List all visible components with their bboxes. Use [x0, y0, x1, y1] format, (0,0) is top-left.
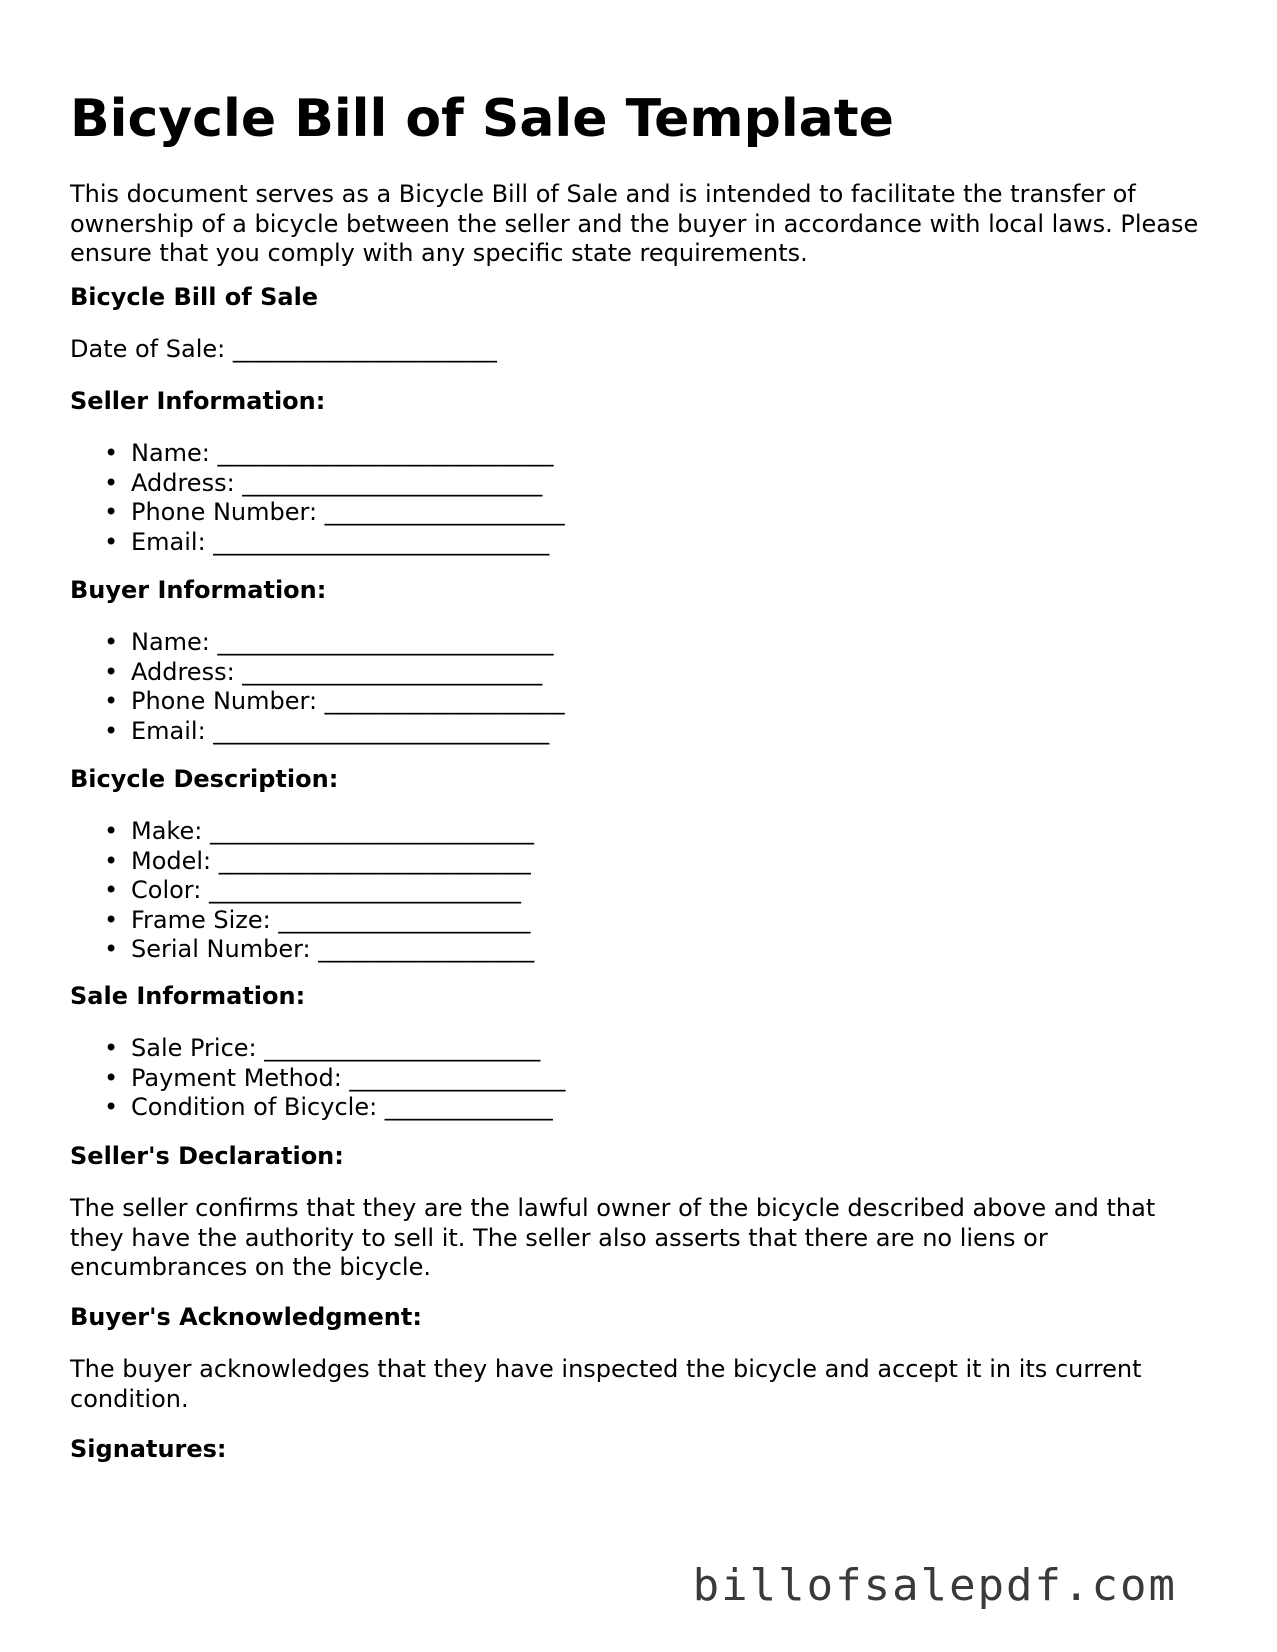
bullet-icon: •: [104, 657, 119, 686]
bullet-icon: •: [104, 905, 119, 934]
list-item: [104, 687, 565, 717]
section-heading-buyer-acknowledgment: Buyer's Acknowledgment:: [70, 1303, 422, 1331]
bullet-icon: •: [104, 1093, 119, 1121]
bullet-icon: •: [104, 439, 119, 467]
bullet-icon: •: [104, 846, 119, 875]
buyer-name-field: Name: ____________________________: [131, 628, 554, 656]
list-item: [104, 439, 565, 469]
bullet-icon: •: [104, 935, 119, 963]
intro-paragraph: This document serves as a Bicycle Bill of Sale and is intended to facilitate the transfer of ownership of a bicycle between the seller and the buyer in accordance with local laws. Please ensure that you comply with any specific state requirements.: [70, 180, 1199, 267]
buyer-address-field: Address: _________________________: [131, 657, 543, 686]
site-watermark: billofsalepdf.com: [692, 1560, 1177, 1611]
seller-phone-field: Phone Number: ____________________: [131, 498, 565, 526]
buyer-email-field: Email: ____________________________: [131, 716, 550, 745]
buyer-fields-list: [70, 628, 565, 746]
buyer-phone-field: Phone Number: ____________________: [131, 687, 565, 715]
section-heading-bill-of-sale: Bicycle Bill of Sale: [70, 283, 319, 311]
payment-method-field: Payment Method: __________________: [131, 1063, 566, 1092]
list-item: [104, 846, 534, 877]
bullet-icon: •: [104, 527, 119, 556]
bicycle-frame-size-field: Frame Size: _____________________: [131, 905, 531, 934]
seller-fields-list: [70, 439, 565, 557]
bicycle-color-field: Color: __________________________: [131, 876, 521, 904]
list-item: [104, 1093, 565, 1123]
seller-email-field: Email: ____________________________: [131, 527, 550, 556]
list-item: [104, 1034, 565, 1064]
section-heading-signatures: Signatures:: [70, 1435, 227, 1463]
bicycle-serial-number-field: Serial Number: __________________: [131, 935, 535, 963]
buyer-acknowledgment-text: The buyer acknowledges that they have inspected the bicycle and accept it in its current condition.: [70, 1355, 1142, 1413]
bullet-icon: •: [104, 687, 119, 715]
bullet-icon: •: [104, 498, 119, 526]
bullet-icon: •: [104, 1034, 119, 1062]
list-item: [104, 817, 534, 847]
section-heading-sale: Sale Information:: [70, 982, 306, 1010]
date-of-sale-field: Date of Sale: ______________________: [70, 335, 497, 363]
bullet-icon: •: [104, 628, 119, 656]
bullet-icon: •: [104, 716, 119, 745]
list-item: [104, 876, 534, 906]
bullet-icon: •: [104, 876, 119, 904]
list-item: [104, 1063, 566, 1094]
section-heading-seller-declaration: Seller's Declaration:: [70, 1142, 344, 1170]
sale-price-field: Sale Price: _______________________: [131, 1034, 541, 1062]
condition-field: Condition of Bicycle: ______________: [131, 1093, 553, 1121]
bullet-icon: •: [104, 468, 119, 497]
bicycle-make-field: Make: ___________________________: [131, 817, 534, 845]
page-title: Bicycle Bill of Sale Template: [70, 89, 894, 149]
list-item: [104, 468, 565, 499]
section-heading-bicycle: Bicycle Description:: [70, 765, 339, 793]
list-item: [104, 716, 565, 747]
seller-name-field: Name: ____________________________: [131, 439, 554, 467]
list-item: [104, 905, 534, 936]
list-item: [104, 498, 565, 528]
bicycle-fields-list: [70, 817, 534, 965]
list-item: [104, 935, 535, 965]
bullet-icon: •: [104, 817, 119, 845]
list-item: [104, 657, 565, 688]
section-heading-buyer: Buyer Information:: [70, 576, 327, 604]
bullet-icon: •: [104, 1063, 119, 1092]
seller-address-field: Address: _________________________: [131, 468, 543, 497]
list-item: [104, 527, 565, 558]
list-item: [104, 628, 565, 658]
sale-fields-list: [70, 1034, 565, 1123]
bicycle-model-field: Model: __________________________: [131, 846, 531, 875]
section-heading-seller: Seller Information:: [70, 387, 326, 415]
seller-declaration-text: The seller confirms that they are the lawful owner of the bicycle described above and that they have the authority to sell it. The seller also asserts that there are no liens or encumbrances on the bicycle.: [70, 1194, 1156, 1281]
